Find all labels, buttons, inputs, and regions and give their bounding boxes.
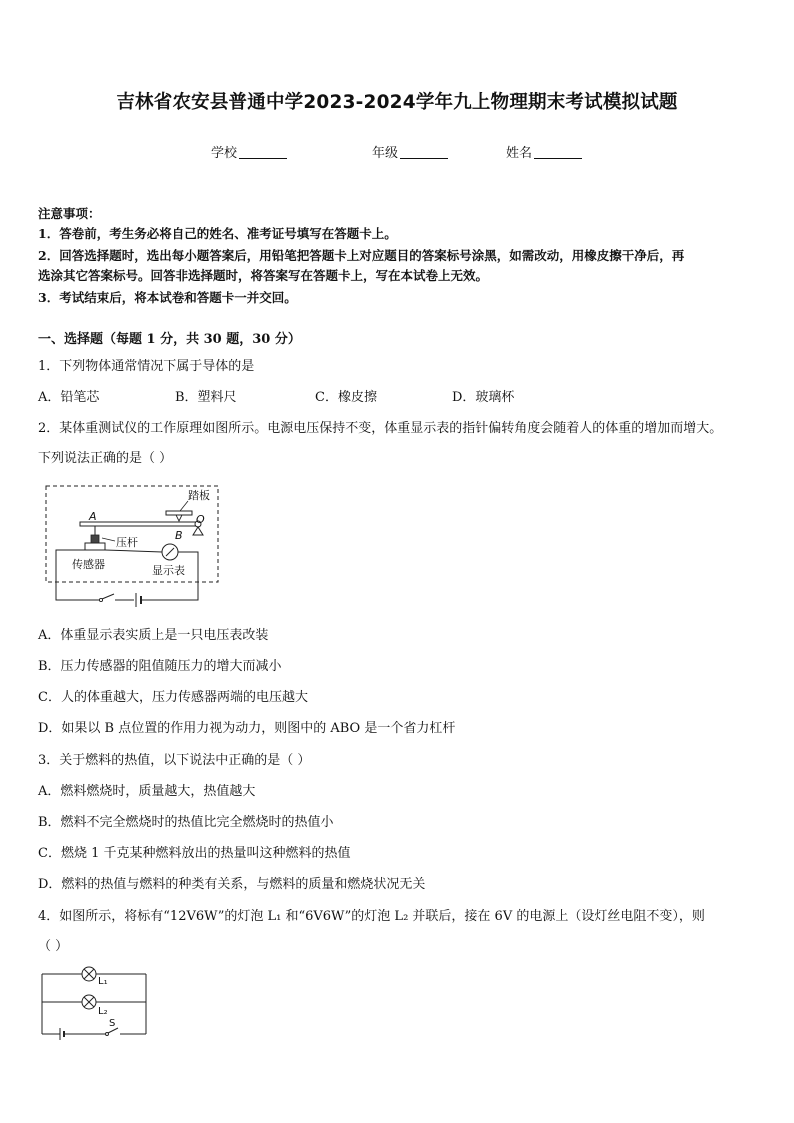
q1-option-c: C．橡皮擦 bbox=[315, 390, 377, 405]
q4-stem-line2: （ ） bbox=[38, 939, 69, 954]
notes-heading: 注意事项： bbox=[38, 206, 101, 221]
q4-circuit-figure bbox=[38, 962, 154, 1044]
fulcrum bbox=[193, 527, 203, 535]
school-field bbox=[211, 142, 287, 161]
lever-bar bbox=[80, 522, 200, 526]
note-item-1: 1．答卷前，考生务必将自己的姓名、准考证号填写在答题卡上。 bbox=[38, 226, 397, 241]
school-blank[interactable] bbox=[239, 145, 287, 159]
q3-option-a: A．燃料燃烧时，质量越大，热值越大 bbox=[38, 784, 256, 799]
grade-field bbox=[372, 142, 448, 161]
bulb-l1-label: L₁ bbox=[98, 976, 108, 987]
q3-option-d: D．燃料的热值与燃料的种类有关系，与燃料的质量和燃烧状况无关 bbox=[38, 877, 426, 892]
meter-label: 显示表 bbox=[152, 564, 185, 577]
switch bbox=[102, 594, 114, 599]
sensor-label: 传感器 bbox=[72, 558, 105, 571]
note-item-2b: 选涂其它答案标号。回答非选择题时，将答案写在答题卡上，写在本试卷上无效。 bbox=[38, 268, 489, 283]
point-o-label: O bbox=[196, 513, 205, 526]
q1-option-b: B．塑料尺 bbox=[175, 390, 237, 405]
q3-option-b: B．燃料不完全燃烧时的热值比完全燃烧时的热值小 bbox=[38, 815, 334, 830]
q3-option-c: C．燃烧 1 千克某种燃料放出的热量叫这种燃料的热值 bbox=[38, 846, 351, 861]
q2-circuit-figure bbox=[38, 480, 228, 608]
q1-stem: 1．下列物体通常情况下属于导体的是 bbox=[38, 359, 255, 374]
q1-option-d: D．玻璃杯 bbox=[452, 390, 515, 405]
q2-option-a: A．体重显示表实质上是一只电压表改装 bbox=[38, 628, 269, 643]
name-blank[interactable] bbox=[534, 145, 582, 159]
name-field bbox=[506, 142, 582, 161]
switch-label: S bbox=[109, 1018, 116, 1029]
pedal-plate bbox=[166, 511, 192, 515]
q2-option-d: D．如果以 B 点位置的作用力视为动力，则图中的 ABO 是一个省力杠杆 bbox=[38, 721, 456, 736]
q2-option-b: B．压力传感器的阻值随压力的增大而减小 bbox=[38, 659, 282, 674]
pedal-label: 踏板 bbox=[188, 489, 210, 502]
point-a-label: A bbox=[89, 510, 97, 523]
q2-stem-line2: 下列说法正确的是（ ） bbox=[38, 451, 173, 466]
note-item-3: 3．考试结束后，将本试卷和答题卡一并交回。 bbox=[38, 290, 297, 305]
q2-option-c: C．人的体重越大，压力传感器两端的电压越大 bbox=[38, 690, 308, 705]
point-b-label: B bbox=[175, 529, 183, 542]
rod-label: 压杆 bbox=[116, 536, 138, 549]
school-label: 学校 bbox=[211, 146, 238, 161]
bulb-l2-label: L₂ bbox=[98, 1006, 108, 1017]
section-heading: 一、选择题（每题 1 分，共 30 题，30 分） bbox=[38, 332, 301, 347]
q2-stem-line1: 2．某体重测试仪的工作原理如图所示。电源电压保持不变，体重显示表的指针偏转角度会随着人的体重的增加而增大。 bbox=[38, 421, 723, 436]
q3-stem: 3．关于燃料的热值，以下说法中正确的是（ ） bbox=[38, 753, 311, 768]
q4-stem-line1: 4．如图所示，将标有“12V6W”的灯泡 L₁ 和“6V6W”的灯泡 L₂ 并联后，接在 6V 的电源上（设灯丝电阻不变），则 bbox=[38, 909, 705, 924]
page-title: 吉林省农安县普通中学2023-2024学年九上物理期末考试模拟试题 bbox=[116, 92, 678, 113]
name-label: 姓名 bbox=[506, 146, 533, 161]
grade-blank[interactable] bbox=[400, 145, 448, 159]
grade-label: 年级 bbox=[372, 146, 399, 161]
note-item-2a: 2．回答选择题时，选出每小题答案后，用铅笔把答题卡上对应题目的答案标号涂黑，如需改动，用橡皮擦干净后，再 bbox=[38, 248, 685, 263]
q1-option-a: A．铅笔芯 bbox=[38, 390, 100, 405]
sensor-box bbox=[85, 543, 105, 550]
